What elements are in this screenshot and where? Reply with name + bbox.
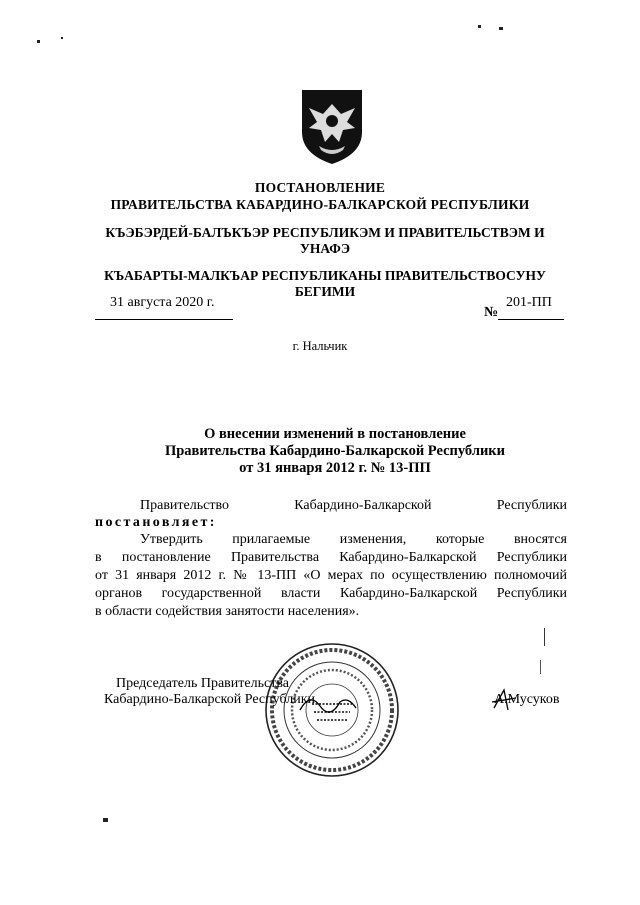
issuer-heading-krc: КЪАБАРТЫ-МАЛКЪАР РЕСПУБЛИКАНЫ ПРАВИТЕЛЬСТВОСУНУ БЕГИМИ	[104, 268, 546, 299]
document-number: 201-ПП	[506, 295, 552, 310]
date-underline	[95, 319, 233, 320]
signatory-name: А.Мусуков	[494, 692, 560, 707]
signatory-role-line1: Председатель Правительства	[116, 676, 289, 691]
body-line: в постановление Правительства Кабардино-Балкарской Республики	[95, 550, 567, 565]
signature-scribble	[298, 690, 358, 720]
body-line: в области содействия занятости населения».	[95, 604, 360, 619]
city: г. Нальчик	[292, 339, 348, 353]
margin-mark	[540, 660, 541, 674]
body-line: Утвердить прилагаемые изменения, которые вносятся	[140, 532, 567, 547]
issuer-heading-kbd: КЪЭБЭРДЕЙ-БАЛЪКЪЭР РЕСПУБЛИКЭМ И ПРАВИТЕЛЬСТВЭМ И УНАФЭ	[105, 225, 545, 256]
body-line: от 31 января 2012 г. № 13-ПП «О мерах по осуществлению полномочий	[95, 568, 567, 583]
scan-speck	[61, 37, 63, 39]
body-paragraph-1: Правительство Кабардино-Балкарской Республики	[140, 498, 567, 513]
doc-type-heading: ПОСТАНОВЛЕНИЕ	[254, 180, 386, 195]
scan-speck	[478, 25, 481, 28]
scan-speck	[37, 40, 40, 43]
document-date: 31 августа 2020 г.	[110, 295, 215, 310]
body-line: органов государственной власти Кабардино-Балкарской Республики	[95, 586, 567, 601]
coat-of-arms-emblem	[299, 88, 365, 166]
title-line: О внесении изменений в постановление	[204, 426, 466, 442]
number-sign: №	[484, 305, 499, 320]
scan-speck	[499, 27, 503, 30]
number-underline	[498, 319, 564, 320]
scan-speck	[103, 818, 108, 822]
body-decree-word: постановляет:	[95, 515, 217, 530]
issuer-heading-ru: ПРАВИТЕЛЬСТВА КАБАРДИНО-БАЛКАРСКОЙ РЕСПУБЛИКИ	[110, 197, 530, 212]
signatory-role-line2: Кабардино-Балкарской Республики	[104, 692, 315, 707]
title-line: от 31 января 2012 г. № 13-ПП	[239, 460, 431, 476]
margin-mark	[544, 628, 545, 646]
title-line: Правительства Кабардино-Балкарской Республики	[164, 443, 506, 459]
document-title	[120, 426, 550, 477]
